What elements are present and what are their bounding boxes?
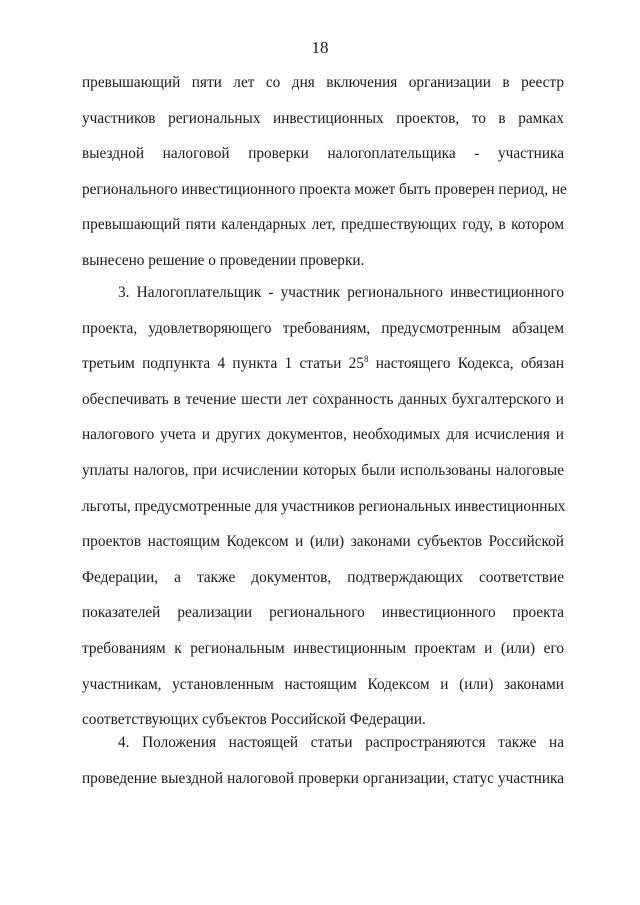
- text-line: Федерации, а также документов, подтверждающих соответствие: [82, 568, 564, 586]
- text-line: налогового учета и других документов, необходимых для исчисления и: [82, 426, 564, 444]
- text-line: участникам, установленным настоящим Кодексом и (или) законами: [82, 675, 564, 693]
- paragraph-item-3: [82, 283, 564, 746]
- text-line: проекта, удовлетворяющего требованиям, предусмотренным абзацем: [82, 319, 564, 337]
- text-line: проектов настоящим Кодексом и (или) законами субъектов Российской: [82, 533, 564, 551]
- article-superscript: 8: [363, 354, 369, 365]
- text-line: 4. Положения настоящей статьи распространяются также на: [118, 734, 564, 751]
- text-line: превышающий пяти лет со дня включения организации в реестр: [82, 74, 564, 91]
- page-number: 18: [311, 38, 329, 57]
- text-line-remainder: настоящего Кодекса, обязан: [375, 355, 565, 373]
- text-line: превышающий пяти календарных лет, предшествующих году, в котором: [82, 216, 564, 234]
- article-reference: третьим подпункта 4 пункта 1 статьи 25: [82, 355, 364, 373]
- text-line: уплаты налогов, при исчислении которых были использованы налоговые: [82, 461, 564, 479]
- text-line: участников региональных инвестиционных проектов, то в рамках: [82, 109, 564, 127]
- paragraph-item-4: [82, 733, 564, 804]
- text-line: 3. Налогоплательщик - участник регионального инвестиционного: [118, 284, 564, 301]
- text-line: обеспечивать в течение шести лет сохранность данных бухгалтерского и: [82, 390, 564, 408]
- text-line: вынесено решение о проведении проверки.: [82, 251, 365, 269]
- text-line: выездной налоговой проверки налогоплательщика - участника: [82, 145, 564, 163]
- paragraph-continuation: [82, 73, 567, 287]
- text-line: льготы, предусмотренные для участников региональных инвестиционных: [82, 497, 566, 515]
- text-line: соответствующих субъектов Российской Федерации.: [82, 711, 426, 729]
- text-line-with-superscript: [82, 354, 564, 390]
- text-line: требованиям к региональным инвестиционным проектам и (или) его: [82, 639, 564, 657]
- text-line: показателей реализации регионального инвестиционного проекта: [82, 604, 564, 622]
- text-line: проведение выездной налоговой проверки организации, статус участника: [82, 769, 564, 787]
- text-line: регионального инвестиционного проекта может быть проверен период, не: [82, 180, 567, 198]
